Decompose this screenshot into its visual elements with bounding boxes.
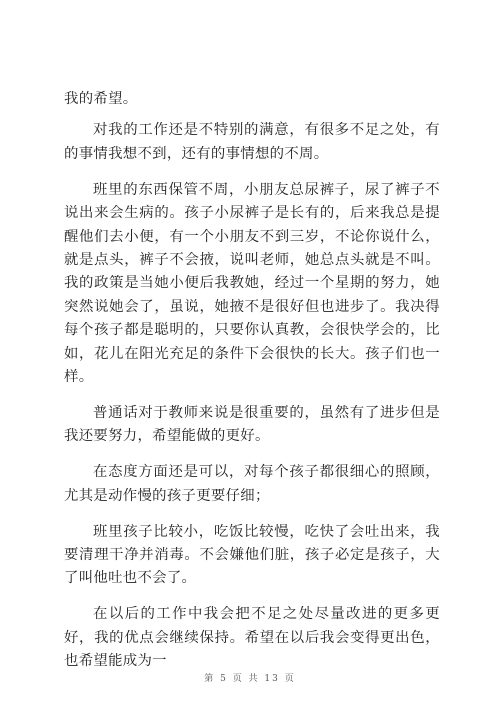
paragraph-4: 普通话对于教师来说是很重要的，虽然有了进步但是我还要努力，希望能做的更好。 (64, 404, 440, 445)
paragraph-2: 对我的工作还是不特别的满意，有很多不足之处，有的事情我想不到，还有的事情想的不周。 (64, 122, 440, 162)
paragraph-7: 在以后的工作中我会把不足之处尽量改进的更多更好，我的优点会继续保持。希望在以后我会变得更出色，也希望能成为一 (64, 606, 440, 670)
paragraph-1: 我的希望。 (64, 91, 138, 107)
page-number-footer: 第 5 页 共 13 页 (204, 674, 296, 684)
paragraph-5: 在态度方面还是可以，对每个孩子都很细心的照顾，尤其是动作慢的孩子更要仔细； (64, 464, 440, 504)
paragraph-3: 班里的东西保管不周，小朋友总尿裤子，尿了裤子不说出来会生病的。孩子小尿裤子是长有的，后来我总是提醒他们去小便，有一个小朋友不到三岁，不论你说什么，就是点头，裤子不会掖，说叫老师，她总点头就是不叫。我的政策是当她小便后我教她，经过一个星期的努力，她突然说她会了，虽说，她掖不是很好但也进步了。我决得每个孩子都是聪明的，只要你认真教，会很快学会的，比如，花儿在阳光充足的条件下会很快的长大。孩子们也一样。 (64, 181, 440, 385)
document-body (64, 88, 440, 686)
paragraph-6: 班里孩子比较小，吃饭比较慢，吃快了会吐出来，我要清理干净并消毒。不会嫌他们脏，孩子必定是孩子，大了叫他吐也不会了。 (64, 523, 440, 587)
